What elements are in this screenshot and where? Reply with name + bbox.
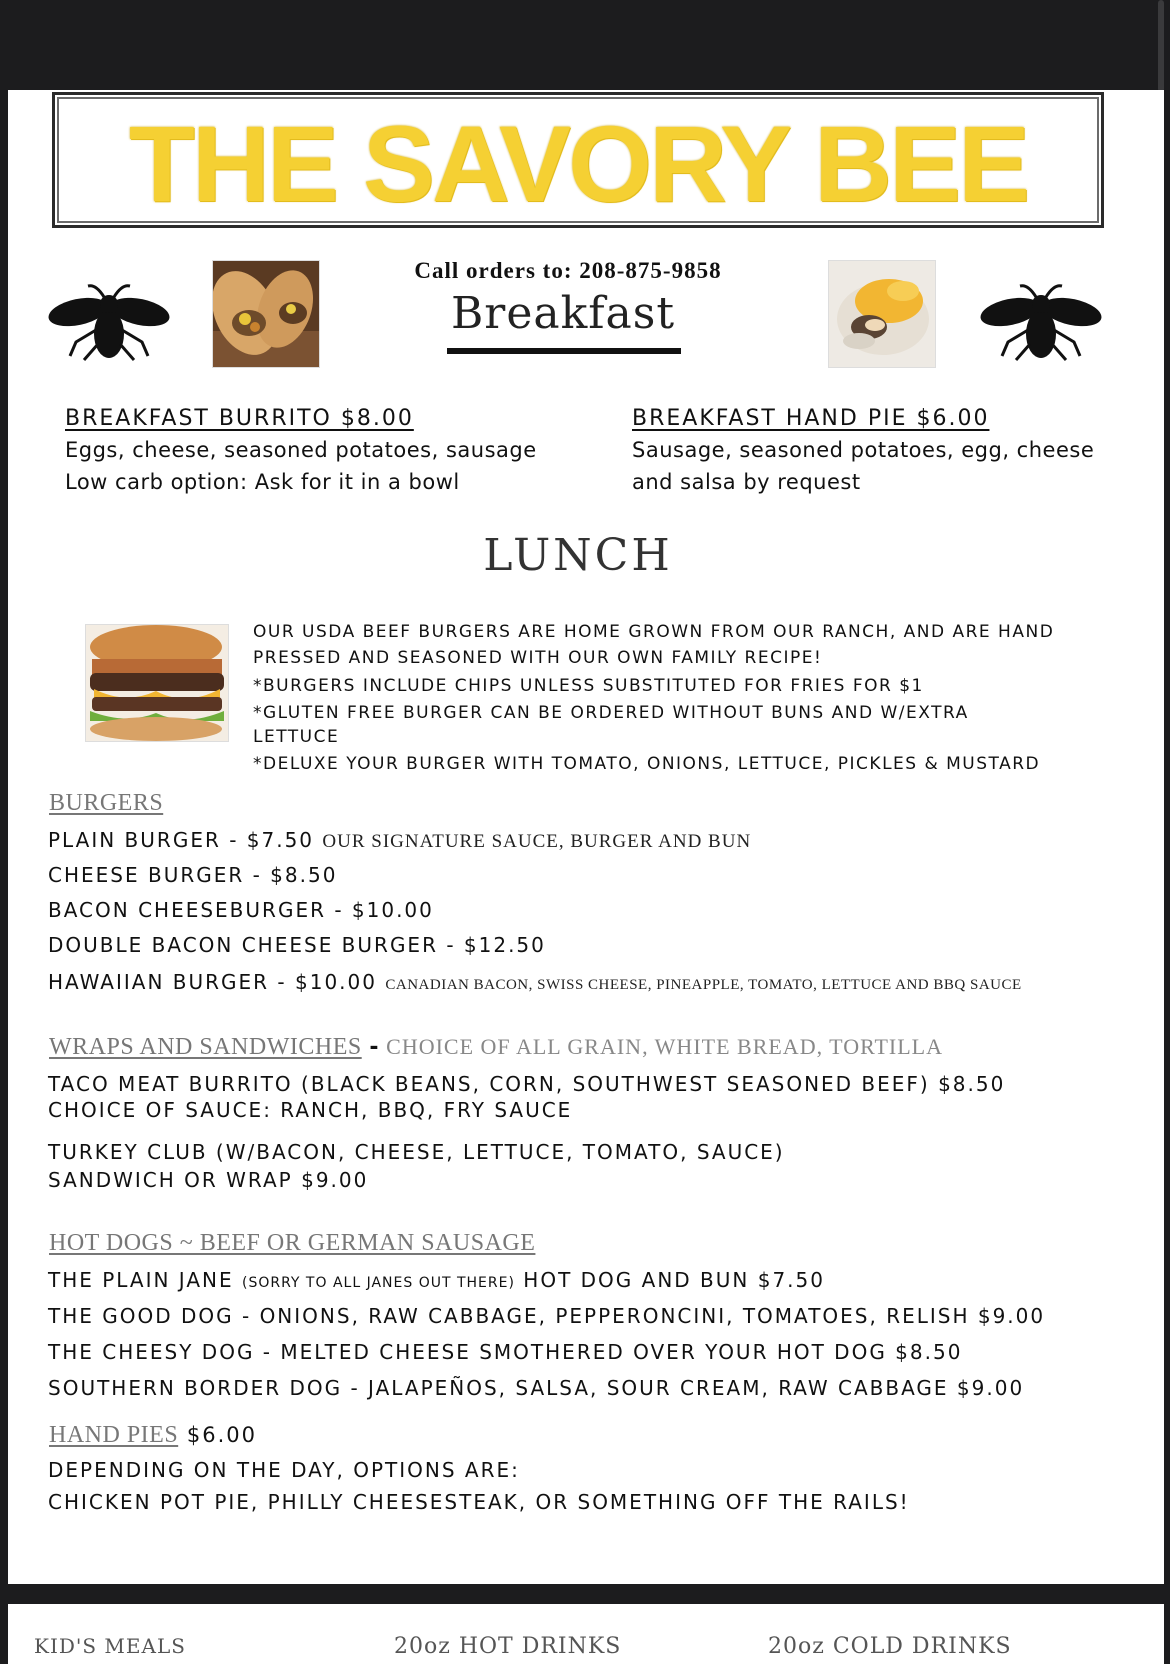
breakfast-hand-pie-title: BREAKFAST HAND PIE $6.00 <box>632 406 990 431</box>
menu-item-plain-burger <box>48 828 751 853</box>
menu-page <box>8 90 1164 1584</box>
item-note: CANADIAN BACON, SWISS CHEESE, PINEAPPLE, TOMATO, LETTUCE AND BBQ SAUCE <box>385 977 1022 993</box>
handpies-heading-row <box>49 1422 257 1449</box>
hot-drinks-heading: 20oz HOT DRINKS <box>394 1634 622 1659</box>
menu-item-turkey-club-price: SANDWICH OR WRAP $9.00 <box>48 1168 369 1192</box>
handpies-heading: HAND PIES <box>49 1422 179 1448</box>
handpies-price: $6.00 <box>178 1423 257 1447</box>
menu-item-southern-border-dog: SOUTHERN BORDER DOG - JALAPEÑOS, SALSA, SOUR CREAM, RAW CABBAGE $9.00 <box>48 1376 1025 1400</box>
wraps-dash: - <box>361 1035 387 1060</box>
lunch-intro-line-6: *DELUXE YOUR BURGER WITH TOMATO, ONIONS, LETTUCE, PICKLES & MUSTARD <box>253 754 1041 774</box>
lunch-intro-line-4: *GLUTEN FREE BURGER CAN BE ORDERED WITHOUT BUNS AND W/EXTRA <box>253 703 969 723</box>
cold-drinks-heading: 20oz COLD DRINKS <box>768 1634 1012 1659</box>
breakfast-heading: Breakfast <box>450 288 676 339</box>
item-name: HAWAIIAN BURGER - $10.00 <box>48 970 377 994</box>
item-name: PLAIN BURGER - $7.50 <box>48 828 315 852</box>
menu-item-plain-jane <box>48 1268 825 1292</box>
call-orders-text: Call orders to: 208-875-9858 <box>414 258 722 283</box>
breakfast-burrito-photo <box>212 260 320 368</box>
handpies-options: CHICKEN POT PIE, PHILLY CHEESESTEAK, OR SOMETHING OFF THE RAILS! <box>48 1490 910 1514</box>
item-note: OUR SIGNATURE SAUCE, BURGER AND BUN <box>322 831 752 852</box>
title-frame <box>52 92 1104 228</box>
menu-item-taco-sauce: CHOICE OF SAUCE: RANCH, BBQ, FRY SAUCE <box>48 1098 573 1122</box>
menu-item-double-bacon: DOUBLE BACON CHEESE BURGER - $12.50 <box>48 933 546 957</box>
menu-item-taco-burrito: TACO MEAT BURRITO (BLACK BEANS, CORN, SOUTHWEST SEASONED BEEF) $8.50 <box>48 1072 1006 1096</box>
viewer-top-bar <box>0 0 1170 90</box>
item-aside: (SORRY TO ALL JANES OUT THERE) <box>242 1275 515 1291</box>
wraps-note: CHOICE OF ALL GRAIN, WHITE BREAD, TORTILLA <box>386 1034 943 1059</box>
bee-icon <box>48 282 170 370</box>
lunch-intro-line-5: LETTUCE <box>253 727 340 747</box>
menu-item-good-dog: THE GOOD DOG - ONIONS, RAW CABBAGE, PEPPERONCINI, TOMATOES, RELISH $9.00 <box>48 1304 1046 1328</box>
scrollbar[interactable] <box>1158 0 1164 92</box>
menu-item-turkey-club: TURKEY CLUB (W/BACON, CHEESE, LETTUCE, TOMATO, SAUCE) <box>48 1140 785 1164</box>
burger-photo <box>85 624 229 742</box>
restaurant-title: THE SAVORY BEE <box>128 103 1028 224</box>
breakfast-burrito-title: BREAKFAST BURRITO $8.00 <box>65 406 414 431</box>
handpies-options-intro: DEPENDING ON THE DAY, OPTIONS ARE: <box>48 1458 520 1482</box>
breakfast-hand-pie-desc-2: and salsa by request <box>632 470 861 494</box>
menu-item-cheesy-dog: THE CHEESY DOG - MELTED CHEESE SMOTHERED OVER YOUR HOT DOG $8.50 <box>48 1340 963 1364</box>
hotdogs-heading: HOT DOGS ~ BEEF OR GERMAN SAUSAGE <box>49 1230 536 1256</box>
burgers-heading: BURGERS <box>49 790 164 816</box>
breakfast-hand-pie-desc: Sausage, seasoned potatoes, egg, cheese <box>632 438 1095 462</box>
lunch-intro-line-3: *BURGERS INCLUDE CHIPS UNLESS SUBSTITUTED FOR FRIES FOR $1 <box>253 676 924 696</box>
kids-meals-heading: KID'S MEALS <box>34 1634 186 1658</box>
breakfast-underline <box>447 348 681 354</box>
wraps-heading-row <box>49 1034 943 1061</box>
breakfast-burrito-option: Low carb option: Ask for it in a bowl <box>65 470 460 494</box>
wraps-heading: WRAPS AND SANDWICHES <box>49 1034 362 1060</box>
lunch-heading: LUNCH <box>483 530 673 581</box>
next-menu-page <box>8 1604 1164 1664</box>
lunch-intro-line-1: OUR USDA BEEF BURGERS ARE HOME GROWN FROM OUR RANCH, AND ARE HAND <box>253 622 1055 642</box>
lunch-intro-line-2: PRESSED AND SEASONED WITH OUR OWN FAMILY RECIPE! <box>253 648 823 668</box>
bee-icon <box>980 282 1102 370</box>
menu-item-hawaiian-burger <box>48 970 1022 994</box>
menu-item-bacon-cheeseburger: BACON CHEESEBURGER - $10.00 <box>48 898 434 922</box>
menu-item-cheese-burger: CHEESE BURGER - $8.50 <box>48 863 338 887</box>
breakfast-burrito-desc: Eggs, cheese, seasoned potatoes, sausage <box>65 438 537 462</box>
item-desc: HOT DOG AND BUN $7.50 <box>523 1268 825 1292</box>
item-name: THE PLAIN JANE <box>48 1268 234 1292</box>
breakfast-hand-pie-photo <box>828 260 936 368</box>
